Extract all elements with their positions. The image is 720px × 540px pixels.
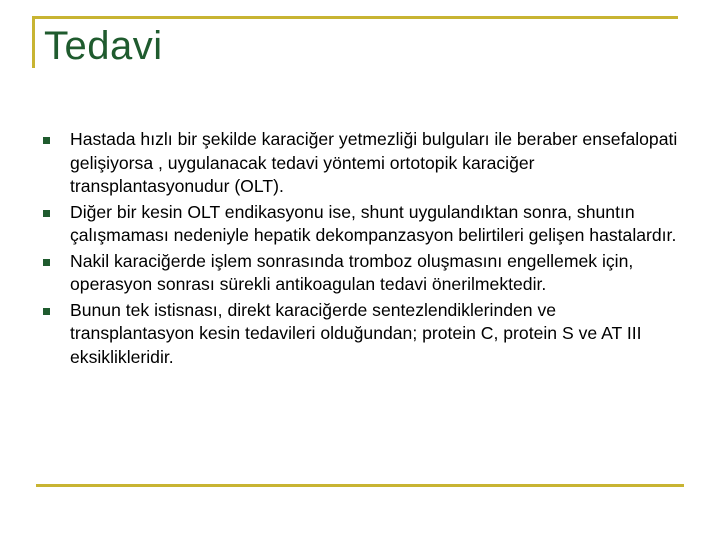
slide-title: Tedavi bbox=[44, 24, 163, 68]
bullet-text: Diğer bir kesin OLT endikasyonu ise, shunt uygulandıktan sonra, shuntın çalışmaması nedeniyle hepatik dekompanzasyon belirtileri gelişen hastalardır. bbox=[70, 201, 677, 245]
bullet-item bbox=[40, 201, 680, 248]
bottom-rule bbox=[36, 484, 684, 487]
bullet-item bbox=[40, 250, 680, 297]
title-left-rule bbox=[32, 16, 35, 68]
square-bullet-icon bbox=[43, 259, 50, 266]
bullet-text: Hastada hızlı bir şekilde karaciğer yetmezliği bulguları ile beraber ensefalopati gelişiyorsa , uygulanacak tedavi yöntemi ortotopik karaciğer transplantasyonudur (OLT). bbox=[70, 129, 678, 196]
bullet-item bbox=[40, 128, 680, 199]
title-top-rule bbox=[32, 16, 678, 19]
square-bullet-icon bbox=[43, 137, 50, 144]
bullet-item bbox=[40, 299, 680, 370]
bullet-list bbox=[40, 128, 680, 371]
bullet-text: Nakil karaciğerde işlem sonrasında tromboz oluşmasını engellemek için, operasyon sonrası sürekli antikoagulan tedavi önerilmektedir. bbox=[70, 250, 634, 294]
bullet-text: Bunun tek istisnası, direkt karaciğerde sentezlendiklerinden ve transplantasyon kesin tedavileri olduğundan; protein C, protein S ve AT III eksiklikleridir. bbox=[70, 299, 642, 367]
square-bullet-icon bbox=[43, 210, 50, 217]
square-bullet-icon bbox=[43, 308, 50, 315]
